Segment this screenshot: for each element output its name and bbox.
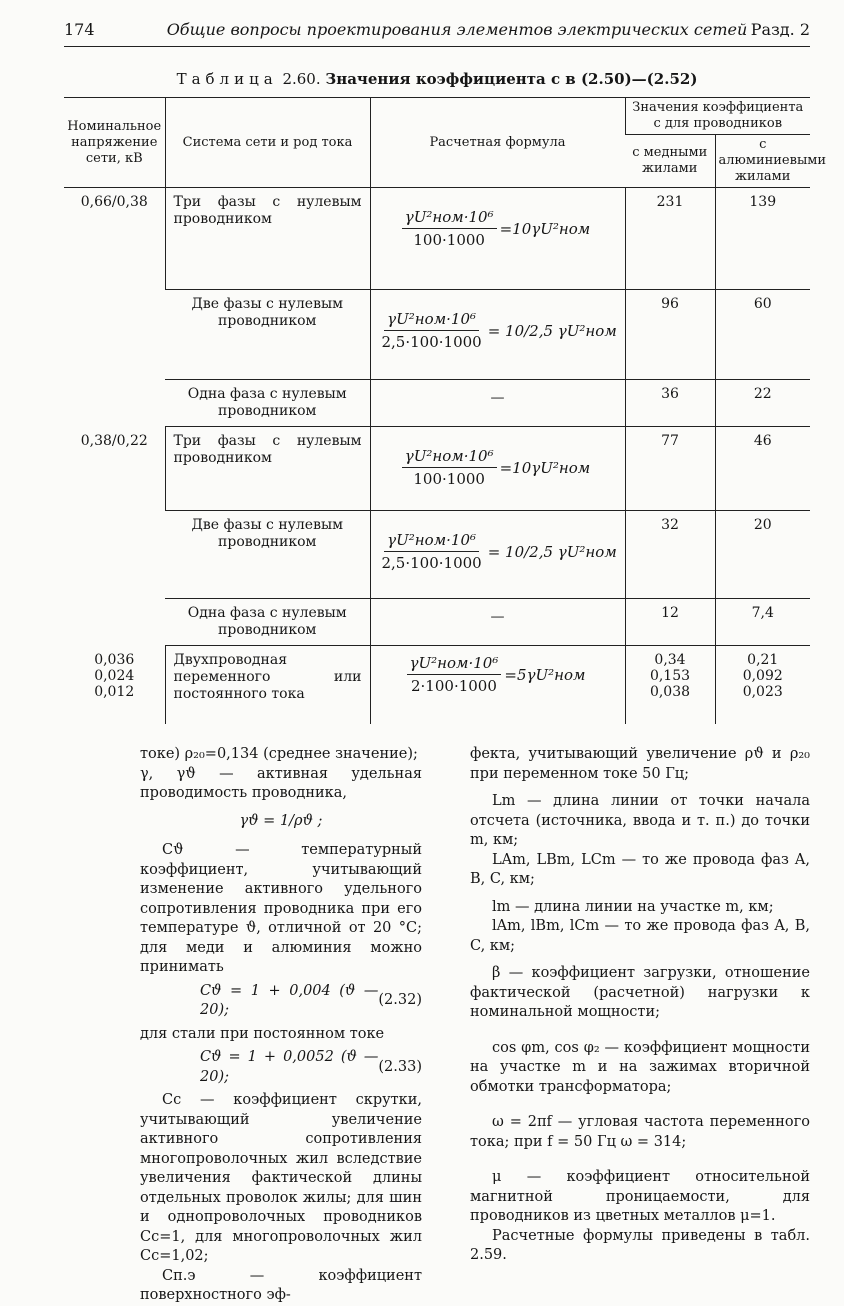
- voltage-cell: 0,38/0,22: [80, 432, 148, 449]
- right-p1: фекта, учитывающий увеличение ρϑ и ρ₂₀ при переменном токе 50 Гц;: [470, 746, 810, 782]
- formula-cell: [370, 646, 625, 724]
- right-p5: lAm, lBm, lCm — то же провода фаз A, B, C, км;: [470, 918, 810, 954]
- copper-value: 12: [625, 599, 715, 646]
- formula-cell: [370, 427, 625, 511]
- aluminum-value: 20: [715, 511, 810, 599]
- right-p2: Lm — длина линии от точки начала отсчета (источника, ввода и т. п.) до точки m, км;: [470, 793, 810, 848]
- copper-value: 32: [625, 511, 715, 599]
- table-caption-number: 2.60.: [282, 70, 321, 88]
- formula: [407, 654, 589, 695]
- formula-gamma: γϑ = 1/ρϑ ;: [239, 812, 323, 829]
- right-p6: β — коэффициент загрузки, отношение фактической (расчетной) нагрузки к номинальной мощности;: [470, 965, 810, 1020]
- header-system: Система сети и род тока: [165, 98, 370, 188]
- copper-value: 96: [625, 290, 715, 380]
- section-label: Разд. 2: [750, 20, 810, 39]
- header-copper: с медными жилами: [625, 135, 715, 188]
- page-number: 174: [64, 20, 95, 39]
- left-p3: Cϑ — температурный коэффициент, учитывающий изменение активного удельного сопротивления проводника при его температуре ϑ, отличной от 20 °С; для меди и алюминия можно принимать: [140, 842, 422, 975]
- formula-cell: [370, 290, 625, 380]
- right-p7: cos φm, cos φ₂ — коэффициент мощности на участке m и на зажимах вторичной обмотки трансформатора;: [470, 1039, 810, 1095]
- coefficient-table: [64, 97, 827, 724]
- right-p4: lm — длина линии на участке m, км;: [492, 898, 774, 915]
- formula: [379, 531, 620, 572]
- aluminum-value: [715, 646, 810, 724]
- formula-numerator: γU²ном·10⁶: [402, 208, 497, 229]
- formula-numerator: γU²ном·10⁶: [402, 447, 497, 468]
- formula-result: = 10/2,5 γU²ном: [487, 321, 617, 340]
- header-voltage: Номинальное напряжение сети, кВ: [64, 98, 165, 188]
- voltage-cell: 0,66/0,38: [80, 194, 148, 210]
- system-cell: Одна фаза с нулевым проводником: [165, 599, 370, 646]
- voltage-list: 0,036 0,024 0,012: [94, 651, 135, 700]
- left-column: [140, 745, 422, 1306]
- formula-denominator: 2,5·100·1000: [381, 333, 482, 351]
- formula-result: =10γU²ном: [499, 458, 591, 477]
- left-p4: для стали при постоянном токе: [140, 1025, 385, 1042]
- aluminum-value: 139: [715, 188, 810, 290]
- left-p6: Cп.э — коэффициент поверхностного эф-: [140, 1267, 422, 1303]
- system-cell: Двухпроводная переменного или постоянного тока: [165, 646, 370, 724]
- right-p10: Расчетные формулы приведены в табл. 2.59.: [470, 1227, 810, 1263]
- formula-text: Cϑ = 1 + 0,004 (ϑ — 20);: [200, 982, 379, 1018]
- header-aluminum: с алюминиевыми жилами: [715, 135, 810, 188]
- copper-value: 77: [625, 427, 715, 511]
- formula-dash: —: [490, 609, 505, 625]
- formula-numerator: γU²ном·10⁶: [407, 654, 502, 675]
- table-caption-word: Таблица: [176, 70, 278, 88]
- system-cell: Три фазы с нулевым проводником: [165, 427, 370, 511]
- formula-denominator: 2,5·100·1000: [381, 554, 482, 572]
- aluminum-list: 0,21 0,092 0,023: [742, 652, 783, 700]
- system-cell: Три фазы с нулевым проводником: [165, 188, 370, 290]
- system-cell: Две фазы с нулевым проводником: [165, 511, 370, 599]
- right-p8: ω = 2πf — угловая частота переменного тока; при f = 50 Гц ω = 314;: [470, 1114, 810, 1150]
- header-coef-group: Значения коэффициента c для проводников: [625, 98, 810, 135]
- table-caption: [64, 70, 810, 88]
- formula-cell: [370, 188, 625, 290]
- formula-denominator: 2·100·1000: [411, 677, 497, 695]
- page-header: [64, 20, 810, 47]
- left-p1: токе) ρ₂₀=0,134 (среднее значение);: [140, 746, 418, 762]
- formula-result: =5γU²ном: [504, 665, 586, 684]
- table-caption-title: Значения коэффициента c в (2.50)—(2.52): [325, 70, 698, 88]
- copper-list: 0,34 0,153 0,038: [649, 652, 691, 700]
- right-p9: μ — коэффициент относительной магнитной проницаемости, для проводников из цветных металлов μ=1.: [470, 1169, 810, 1224]
- formula-233: [140, 1048, 422, 1087]
- aluminum-value: 60: [715, 290, 810, 380]
- formula-result: =10γU²ном: [499, 219, 591, 238]
- formula-numerator: γU²ном·10⁶: [384, 531, 479, 552]
- system-cell: Две фазы с нулевым проводником: [165, 290, 370, 380]
- formula-232: [140, 982, 422, 1021]
- formula: [402, 208, 593, 249]
- formula: [402, 447, 593, 488]
- aluminum-value: 22: [715, 380, 810, 427]
- formula-cell: [370, 511, 625, 599]
- running-title: Общие вопросы проектирования элементов электрических сетей: [166, 20, 748, 39]
- left-p5: Cс — коэффициент скрутки, учитывающий увеличение активного сопротивления многопроволочных жил вследствие увеличения фактической длины отдельных проволок жилы; для шин и однопроволочных проводников Cс=1, для многопроволочных жил Cс=1,02;: [140, 1092, 422, 1264]
- formula-cell: [370, 599, 625, 646]
- formula-denominator: 100·1000: [413, 470, 485, 488]
- formula-number: (2.32): [378, 992, 422, 1009]
- formula: [379, 310, 620, 351]
- formula-text: Cϑ = 1 + 0,0052 (ϑ — 20);: [200, 1049, 379, 1085]
- header-formula: Расчетная формула: [370, 98, 625, 188]
- formula-result: = 10/2,5 γU²ном: [487, 542, 617, 561]
- right-p3: LAm, LBm, LCm — то же провода фаз A, B, C, км;: [470, 851, 810, 887]
- formula-cell: [370, 380, 625, 427]
- left-p2: γ, γϑ — активная удельная проводимость проводника,: [140, 765, 422, 801]
- system-cell: Одна фаза с нулевым проводником: [165, 380, 370, 427]
- right-column: [470, 745, 810, 1266]
- voltage-cell: [64, 646, 165, 724]
- aluminum-value: 7,4: [715, 599, 810, 646]
- copper-value: 231: [625, 188, 715, 290]
- formula-denominator: 100·1000: [413, 231, 485, 249]
- copper-value: 36: [625, 380, 715, 427]
- copper-value: [625, 646, 715, 724]
- formula-dash: —: [490, 390, 505, 406]
- formula-number: (2.33): [378, 1058, 422, 1075]
- aluminum-value: 46: [715, 427, 810, 511]
- formula-numerator: γU²ном·10⁶: [384, 310, 479, 331]
